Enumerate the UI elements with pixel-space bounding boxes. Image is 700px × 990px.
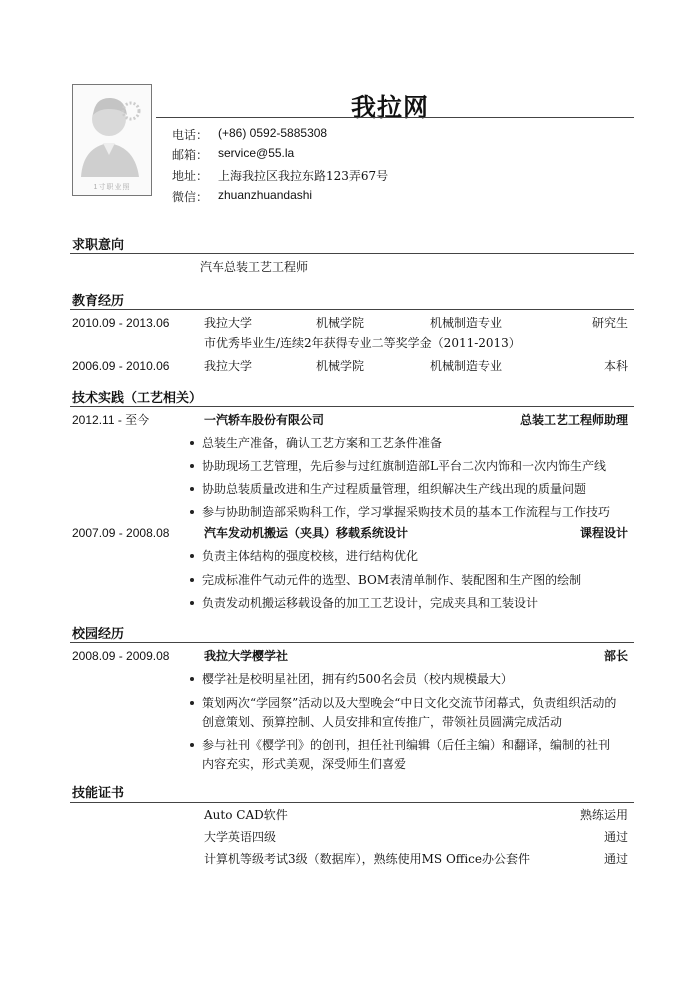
practice-date: 2007.09 - 2008.08	[72, 526, 170, 540]
skill-level: 熟练运用	[579, 808, 628, 822]
section-divider	[70, 253, 634, 254]
section-divider	[70, 309, 634, 310]
photo-caption: 1寸职业照	[93, 184, 131, 191]
campus-bullet-continued: 创意策划、预算控制、人员安排和宣传推广，带领社员圆满完成活动	[202, 715, 563, 729]
section-title-education: 教育经历	[72, 294, 125, 309]
campus-date: 2008.09 - 2009.08	[72, 649, 170, 663]
education-date: 2010.09 - 2013.06	[72, 316, 170, 330]
bullet-dot	[190, 510, 194, 514]
bullet-dot	[190, 701, 194, 705]
bullet-dot	[190, 487, 194, 491]
section-title-practice: 技术实践（工艺相关）	[72, 391, 203, 406]
education-degree: 本科	[603, 359, 628, 373]
campus-bullet: 参与社刊《樱学刊》的创刊，担任社刊编辑（后任主编）和翻译，编制的社刊	[202, 738, 611, 752]
campus-bullet: 樱学社是校明星社团，拥有约500名会员（校内规模最大）	[202, 672, 513, 686]
skill-level: 通过	[603, 830, 628, 844]
education-college: 机械学院	[316, 359, 365, 373]
bullet-dot	[190, 601, 194, 605]
skill-level: 通过	[603, 852, 628, 866]
address-value: 上海我拉区我拉东路123弄67号	[218, 169, 389, 183]
practice-bullet: 参与协助制造部采购科工作，学习掌握采购技术员的基本工作流程与工作技巧	[202, 505, 611, 519]
person-silhouette-icon	[73, 85, 151, 195]
practice-bullet: 负责主体结构的强度校核，进行结构优化	[202, 549, 419, 563]
section-divider	[70, 406, 634, 407]
practice-role: 总装工艺工程师助理	[519, 413, 628, 427]
section-title-campus: 校园经历	[72, 627, 125, 642]
education-date: 2006.09 - 2010.06	[72, 359, 170, 373]
education-school: 我拉大学	[204, 359, 253, 373]
phone-label: 电话：	[172, 128, 209, 142]
profile-photo	[72, 84, 152, 196]
bullet-dot	[190, 464, 194, 468]
skill-name: Auto CAD软件	[204, 808, 288, 822]
campus-bullet-continued: 内容充实，形式美观，深受师生们喜爱	[202, 757, 407, 771]
practice-bullet: 负责发动机搬运移载设备的加工工艺设计，完成夹具和工装设计	[202, 596, 539, 610]
bullet-dot	[190, 441, 194, 445]
section-title-skills: 技能证书	[72, 786, 125, 801]
campus-org: 我拉大学樱学社	[204, 649, 289, 663]
education-school: 我拉大学	[204, 316, 253, 330]
education-college: 机械学院	[316, 316, 365, 330]
section-divider	[70, 802, 634, 803]
education-note: 市优秀毕业生/连续2年获得专业二等奖学金（2011-2013）	[204, 336, 521, 350]
bullet-dot	[190, 578, 194, 582]
education-degree: 研究生	[591, 316, 628, 330]
practice-org: 汽车发动机搬运（夹具）移载系统设计	[204, 526, 409, 540]
campus-bullet: 策划两次“学园祭”活动以及大型晚会“中日文化交流节闭幕式，负责组织活动的	[202, 696, 617, 710]
practice-role: 课程设计	[579, 526, 628, 540]
practice-org: 一汽轿车股份有限公司	[204, 413, 325, 427]
wechat-label: 微信：	[172, 190, 209, 204]
section-divider	[70, 642, 634, 643]
objective-text: 汽车总装工艺工程师	[200, 260, 309, 274]
skill-name: 大学英语四级	[204, 830, 277, 844]
practice-bullet: 完成标准件气动元件的选型、BOM表清单制作、装配图和生产图的绘制	[202, 573, 582, 587]
campus-role: 部长	[603, 649, 628, 663]
bullet-dot	[190, 554, 194, 558]
bullet-dot	[190, 677, 194, 681]
phone-value: (+86) 0592-5885308	[218, 126, 328, 140]
resume-name: 我拉网	[350, 93, 429, 122]
education-major: 机械制造专业	[430, 316, 503, 330]
header-divider	[156, 117, 634, 118]
section-title-objective: 求职意向	[72, 238, 125, 253]
education-major: 机械制造专业	[430, 359, 503, 373]
practice-bullet: 协助现场工艺管理，先后参与过红旗制造部L平台二次内饰和一次内饰生产线	[202, 459, 606, 473]
skill-name: 计算机等级考试3级（数据库），熟练使用MS Office办公套件	[204, 852, 530, 866]
practice-date: 2012.11 - 至今	[72, 413, 150, 427]
bullet-dot	[190, 743, 194, 747]
email-value: service@55.la	[218, 146, 295, 160]
practice-bullet: 协助总装质量改进和生产过程质量管理，组织解决生产线出现的质量问题	[202, 482, 587, 496]
wechat-value: zhuanzhuandashi	[218, 188, 313, 202]
address-label: 地址：	[172, 169, 209, 183]
practice-bullet: 总装生产准备，确认工艺方案和工艺条件准备	[202, 436, 443, 450]
email-label: 邮箱：	[172, 148, 209, 162]
